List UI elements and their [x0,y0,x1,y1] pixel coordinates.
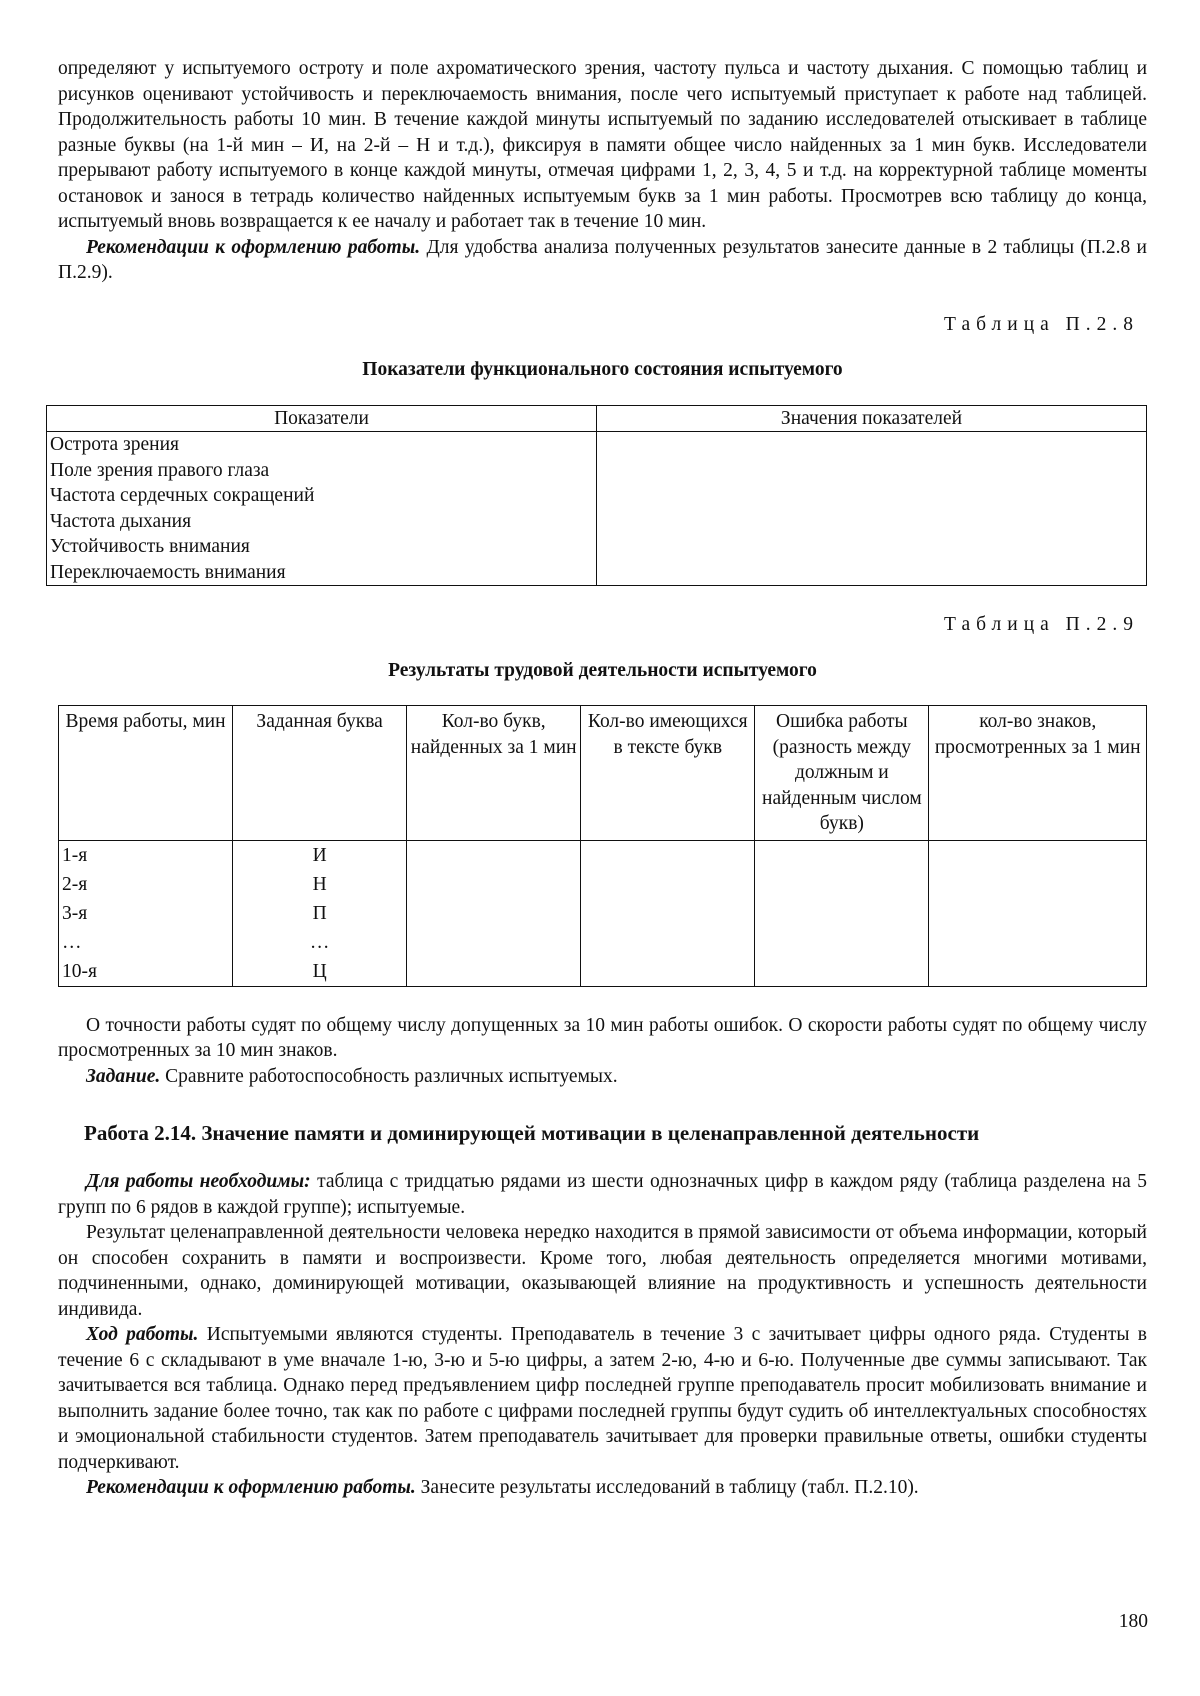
table-header-row [47,405,1147,432]
table-p29-title: Результаты трудовой деятельности испытуемого [388,659,817,681]
minute-item: 2-я [62,873,88,895]
column-header-found: Кол-во букв, найденных за 1 мин [407,706,581,841]
needed-text: таблица с тридцатью рядами из шести однозначных цифр в каждом ряду (таблица разделена на 5 групп по 6 рядов в каждой группе); испытуемые. [58,1171,1147,1218]
indicator-item: Острота зрения [50,434,179,455]
letter-item: И [312,844,327,866]
column-header-time: Время работы, мин [59,706,233,841]
section-heading: Работа 2.14. Значение памяти и доминирующей мотивации в целенаправленной деятельности [84,1121,980,1145]
minutes-cell [59,840,233,986]
column-header-indicators: Показатели [47,405,597,432]
minute-item: 10-я [62,960,97,982]
final-recommendation [58,1475,1147,1501]
column-header-signs: кол-во знаков, просмотренных за 1 мин [929,706,1147,841]
signs-cell [929,840,1147,986]
body-paragraph: Результат целенаправленной деятельности человека нередко находится в прямой зависимости от объема информации, который он способен сохранить в памяти и воспроизвести. Кроме того, любая деятельность определяется многими мотивами, подчиненными, однако, доминирующей мотивации, оказывающей влияние на продуктивность и успешность деятельности индивида. [58,1222,1147,1320]
values-cell [597,432,1147,586]
minute-item: 1-я [62,844,88,866]
found-cell [407,840,581,986]
error-cell [755,840,929,986]
progress-label: Ход работы. [86,1324,199,1345]
table-p28-title: Показатели функционального состояния испытуемого [362,359,843,380]
progress-text: Испытуемыми являются студенты. Преподаватель в течение 3 с зачитывает цифры одного ряда. Студенты в течение 6 с складывают в уме вначале 1-ю, 3-ю и 5-ю цифры, а затем 2-ю, 4-ю и 6-ю. Полученные две суммы записывают. Так зачитывается вся таблица. Однако перед предъявлением цифр последней группе преподаватель просит мобилизовать внимание и выполнить задание более точно, так как по работе с цифрами последней группы будут судить об интеллектуальных способностях и эмоциональной стабильности студентов. Затем преподаватель зачитывает для проверки правильные ответы, ошибки студенты подчеркивают. [58,1324,1147,1473]
recommendation-text: Для удобства анализа полученных результатов занесите данные в 2 таблицы (П.2.8 и П.2.9). [58,236,1147,283]
task-text: Сравните работоспособность различных испытуемых. [160,1065,618,1087]
table-row [59,840,1147,986]
recommendation-label: Рекомендации к оформлению работы. [86,236,421,258]
task-label: Задание. [86,1065,161,1087]
recommendation-text: Занесите результаты исследований в таблицу (табл. П.2.10). [415,1477,919,1498]
document-page [50,56,1147,1501]
table-header-row [59,706,1147,841]
minute-item: 3-я [62,902,88,924]
letter-item: Ц [312,960,327,982]
table-p29 [58,705,1147,987]
letter-item: … [309,931,330,953]
indicator-item: Поле зрения правого глаза [50,459,270,481]
table-p28-label: Таблица П.2.8 [944,313,1139,335]
indicator-item: Частота сердечных сокращений [50,485,315,506]
indicator-item: Переключаемость внимания [50,561,286,583]
column-header-present: Кол-во имеющихся в тексте букв [581,706,755,841]
table-row [47,432,1147,586]
needed-label: Для работы необходимы: [86,1171,311,1192]
table-p28 [46,405,1147,587]
column-header-error: Ошибка работы (разность между должным и найденным числом букв) [755,706,929,841]
column-header-values: Значения показателей [597,405,1147,432]
page-number: 180 [1118,1611,1148,1632]
indicator-item: Устойчивость внимания [50,536,250,557]
conclusion-paragraph: О точности работы судят по общему числу допущенных за 10 мин работы ошибок. О скорости работы судят по общему числу просмотренных за 10 мин знаков. [58,1014,1147,1061]
present-cell [581,840,755,986]
indicator-item: Частота дыхания [50,510,192,532]
needed-paragraph [58,1169,1147,1220]
letter-item: Н [312,873,327,895]
table-p29-label: Таблица П.2.9 [944,614,1139,635]
intro-recommendation [58,235,1147,286]
letter-item: П [312,902,327,924]
minute-item: … [62,931,82,953]
task-paragraph [58,1064,1147,1090]
column-header-letter: Заданная буква [233,706,407,841]
recommendation-label: Рекомендации к оформлению работы. [86,1477,416,1498]
letters-cell [233,840,407,986]
progress-paragraph [58,1322,1147,1475]
intro-paragraph: определяют у испытуемого остроту и поле ахроматического зрения, частоту пульса и частоту дыхания. С помощью таблиц и рисунков оценивают устойчивость и переключаемость внимания, после чего испытуемый приступает к работе над таблицей. Продолжительность работы 10 мин. В течение каждой минуты испытуемый по заданию исследователей отыскивает в таблице разные буквы (на 1-й мин – И, на 2-й – Н и т.д.), фиксируя в памяти общее число найденных за 1 мин букв. Исследователи прерывают работу испытуемого в конце каждой минуты, отмечая цифрами 1, 2, 3, 4, 5 и т.д. на корректурной таблице моменты остановок и занося в тетрадь количество найденных испытуемым букв за 1 мин работы. Просмотрев всю таблицу до конца, испытуемый вновь возвращается к ее началу и работает так в течение 10 мин. [58,58,1147,232]
indicators-cell [47,432,597,586]
